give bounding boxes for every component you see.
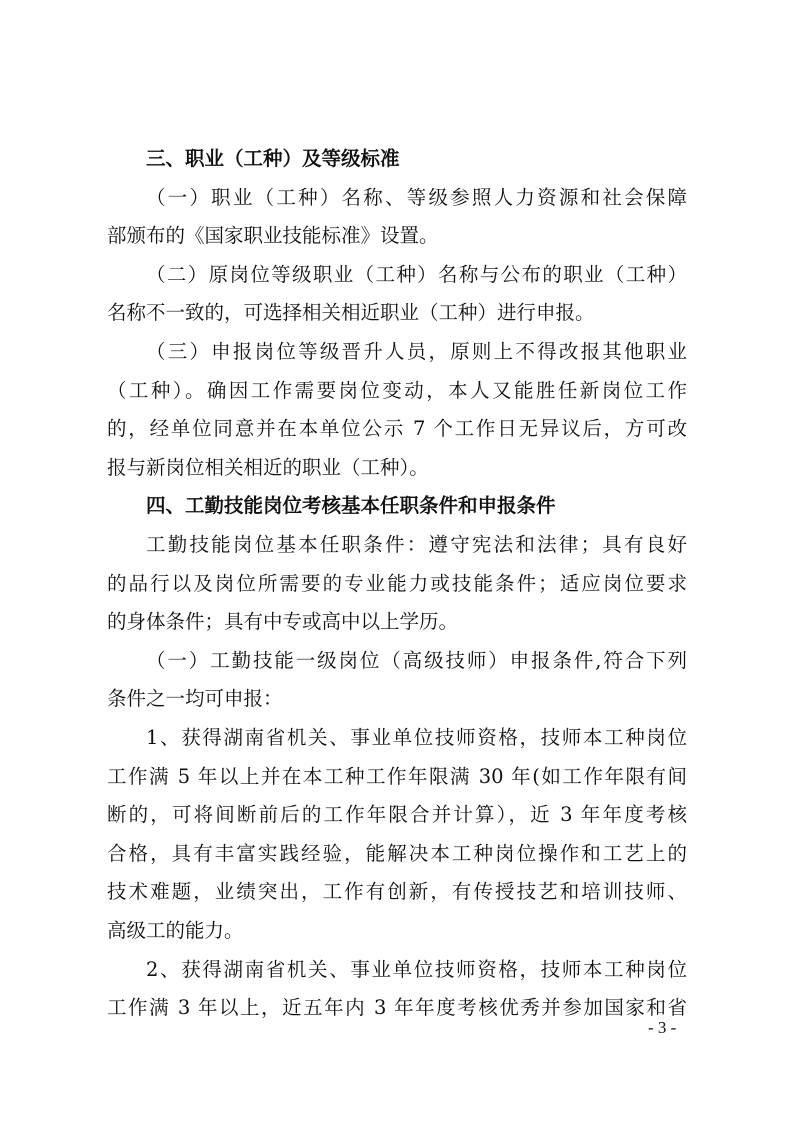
page-number: - 3 - bbox=[648, 1018, 677, 1037]
text-line: 条件之一均可申报： bbox=[107, 687, 283, 711]
text-line: 工作满 5 年以上并在本工种工作年限满 30 年(如工作年限有间 bbox=[107, 764, 687, 788]
text-line: （一）职业（工种）名称、等级参照人力资源和社会保障 bbox=[146, 185, 687, 209]
text-line: （二）原岗位等级职业（工种）名称与公布的职业（工种） bbox=[146, 262, 687, 286]
section-heading: 四、工勤技能岗位考核基本任职条件和申报条件 bbox=[146, 494, 556, 518]
text-line: 2、获得湖南省机关、事业单位技师资格，技师本工种岗位 bbox=[146, 957, 687, 981]
text-line: 的身体条件；具有中专或高中以上学历。 bbox=[107, 610, 459, 634]
text-line: 技术难题，业绩突出，工作有创新，有传授技艺和培训技师、 bbox=[107, 880, 687, 904]
text-line: 断的，可将间断前后的工作年限合并计算），近 3 年年度考核 bbox=[107, 803, 687, 827]
text-line: （工种）。确因工作需要岗位变动，本人又能胜任新岗位工作 bbox=[107, 378, 687, 402]
text-line: 报与新岗位相关相近的职业（工种）。 bbox=[107, 455, 429, 479]
text-line: 工作满 3 年以上，近五年内 3 年年度考核优秀并参加国家和省 bbox=[107, 996, 687, 1020]
text-line: 高级工的能力。 bbox=[107, 919, 244, 942]
text-line: （一）工勤技能一级岗位（高级技师）申报条件,符合下列 bbox=[146, 648, 687, 672]
text-line: 名称不一致的，可选择相关相近职业（工种）进行申报。 bbox=[107, 301, 595, 325]
text-line: 1、获得湖南省机关、事业单位技师资格，技师本工种岗位 bbox=[146, 726, 687, 749]
section-heading: 三、职业（工种）及等级标准 bbox=[146, 147, 400, 170]
text-line: 工勤技能岗位基本任职条件：遵守宪法和法律；具有良好 bbox=[146, 533, 687, 556]
text-line: （三）申报岗位等级晋升人员，原则上不得改报其他职业 bbox=[146, 340, 687, 363]
text-line: 的品行以及岗位所需要的专业能力或技能条件；适应岗位要求 bbox=[107, 571, 687, 595]
text-line: 部颁布的《国家职业技能标准》设置。 bbox=[107, 224, 439, 248]
text-line: 合格，具有丰富实践经验，能解决本工种岗位操作和工艺上的 bbox=[107, 841, 687, 865]
text-line: 的，经单位同意并在本单位公示 7 个工作日无异议后，方可改 bbox=[107, 417, 687, 441]
